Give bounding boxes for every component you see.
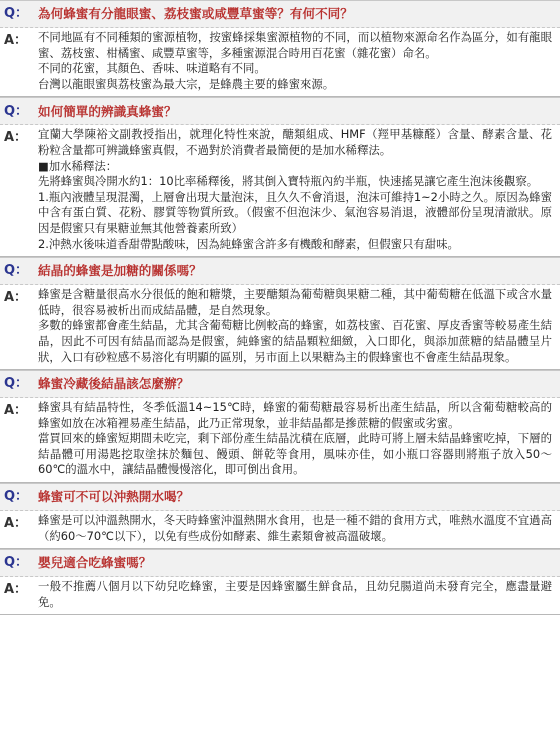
answer-row: [0, 125, 560, 256]
question-text: 嬰兒適合吃蜂蜜嗎？: [38, 555, 152, 571]
answer-row: [0, 511, 560, 548]
question-text: 如何簡單的辨識真蜂蜜？: [38, 103, 177, 119]
answer-paragraph: 不同的花蜜，其顏色、香味、味道略有不同。: [38, 61, 266, 76]
answer-body: [38, 127, 552, 252]
faq-item: [0, 483, 560, 549]
answer-paragraph: 蜂蜜具有結晶特性，冬季低溫14~15℃時，蜂蜜的葡萄糖最容易析出產生結晶，所以含葡萄糖較高的蜂蜜如放在冰箱裡易產生結晶，此乃正常現象，並非結晶都是摻蔗糖的假蜜或劣蜜。: [38, 400, 552, 430]
answer-body: [38, 287, 552, 365]
answer-paragraph: 先將蜂蜜與冷開水約1：10比率稀釋後，將其倒入寶特瓶內約半瓶，快速搖晃讓它產生泡沫後觀察。: [38, 174, 539, 189]
answer-step: 1.瓶內液體呈現混濁，上層會出現大量泡沫，且久久不會消退，泡沫可維持1~2小時之久。原因為蜂蜜中含有蛋白質、花粉、膠質等物質所致。（假蜜不但泡沫少、氣泡容易消退，液體部份呈現清澈狀。原因是假蜜只有果糖並無其他營養素所致）: [38, 189, 552, 235]
answer-row: [0, 577, 560, 614]
answer-paragraph: 不同地區有不同種類的蜜源植物，按蜜蜂採集蜜源植物的不同，而以植物來源命名作為區分，如有龍眼蜜、荔枝蜜、柑橘蜜、咸豐草蜜等，多種蜜源混合時用百花蜜（雜花蜜）命名。: [38, 30, 552, 60]
answer-step: 2.沖熱水後味道香甜帶點酸味，因為純蜂蜜含許多有機酸和酵素，但假蜜只有甜味。: [38, 236, 459, 251]
question-row: [0, 483, 560, 511]
answer-paragraph: 宜蘭大學陳裕文副教授指出，就理化特性來說，醣類組成、HMF（羥甲基糠醛）含量、酵素含量、花粉粒含量都可辨識蜂蜜真假，不過對於消費者最簡便的是加水稀釋法。: [38, 127, 552, 157]
answer-body: [38, 30, 552, 92]
faq-item: [0, 370, 560, 483]
answer-label: A：: [4, 130, 28, 146]
question-row: [0, 97, 560, 125]
faq-item: [0, 257, 560, 370]
question-label: Q：: [4, 263, 29, 279]
question-text: 為何蜂蜜有分龍眼蜜、荔枝蜜或咸豐草蜜等？有何不同？: [38, 6, 353, 22]
answer-body: [38, 513, 552, 544]
answer-label: A：: [4, 290, 28, 306]
question-row: [0, 257, 560, 285]
answer-paragraph: 蜂蜜是含糖量很高水分很低的飽和糖漿，主要醣類為葡萄糖與果糖二種，其中葡萄糖在低溫下或含水量低時，很容易被析出而成結晶體，是自然現象。: [38, 287, 552, 317]
question-text: 蜂蜜冷藏後結晶該怎麼辦？: [38, 376, 190, 392]
answer-row: [0, 28, 560, 96]
faq-item: [0, 0, 560, 97]
question-row: [0, 0, 560, 28]
question-label: Q：: [4, 555, 29, 571]
answer-body: [38, 579, 552, 610]
answer-paragraph: 蜂蜜是可以沖溫熱開水，冬天時蜂蜜沖溫熱開水食用，也是一種不錯的食用方式，唯熱水溫度不宜過高（約60～70℃以下），以免有些成份如酵素、維生素類會被高溫破壞。: [38, 513, 552, 543]
question-label: Q：: [4, 6, 29, 22]
answer-subheading: ■加水稀釋法：: [38, 158, 118, 173]
faq-item: [0, 549, 560, 615]
question-label: Q：: [4, 376, 29, 392]
question-text: 結晶的蜂蜜是加糖的關係嗎？: [38, 263, 202, 279]
answer-paragraph: 台灣以龍眼蜜與荔枝蜜為最大宗，是蜂農主要的蜂蜜來源。: [38, 76, 335, 91]
question-label: Q：: [4, 489, 29, 505]
answer-paragraph: 多數的蜂蜜都會產生結晶，尤其含葡萄糖比例較高的蜂蜜，如荔枝蜜、百花蜜、厚皮香蜜等較易產生結晶，因此不可因有結晶而認為是假蜜，純蜂蜜的結晶顆粒細緻，入口即化，與添加蔗糖的結晶體呈片狀，入口有砂粒感不易溶化有明顯的區別，另市面上以果糖為主的假蜂蜜也不會產生結晶現象。: [38, 318, 552, 364]
answer-label: A：: [4, 582, 28, 598]
answer-label: A：: [4, 33, 28, 48]
question-row: [0, 549, 560, 577]
faq-item: [0, 97, 560, 257]
question-label: Q：: [4, 103, 29, 119]
answer-row: [0, 398, 560, 482]
question-row: [0, 370, 560, 398]
answer-label: A：: [4, 516, 28, 532]
question-text: 蜂蜜可不可以沖熱開水喝？: [38, 489, 190, 505]
answer-paragraph: 一般不推薦八個月以下幼兒吃蜂蜜，主要是因蜂蜜屬生鮮食品，且幼兒腸道尚未發育完全，應盡量避免。: [38, 579, 552, 609]
answer-body: [38, 400, 552, 478]
answer-row: [0, 285, 560, 369]
answer-label: A：: [4, 403, 28, 419]
answer-paragraph: 當買回來的蜂蜜短期間未吃完，剩下部份產生結晶沈積在底層，此時可將上層未結晶蜂蜜吃掉，下層的結晶體可用湯匙挖取塗抹於麵包、饅頭、餅乾等食用，風味亦佳，如小瓶口容器則將瓶子放入50～60℃的溫水中，讓結晶體慢慢溶化，即可倒出食用。: [38, 431, 552, 477]
